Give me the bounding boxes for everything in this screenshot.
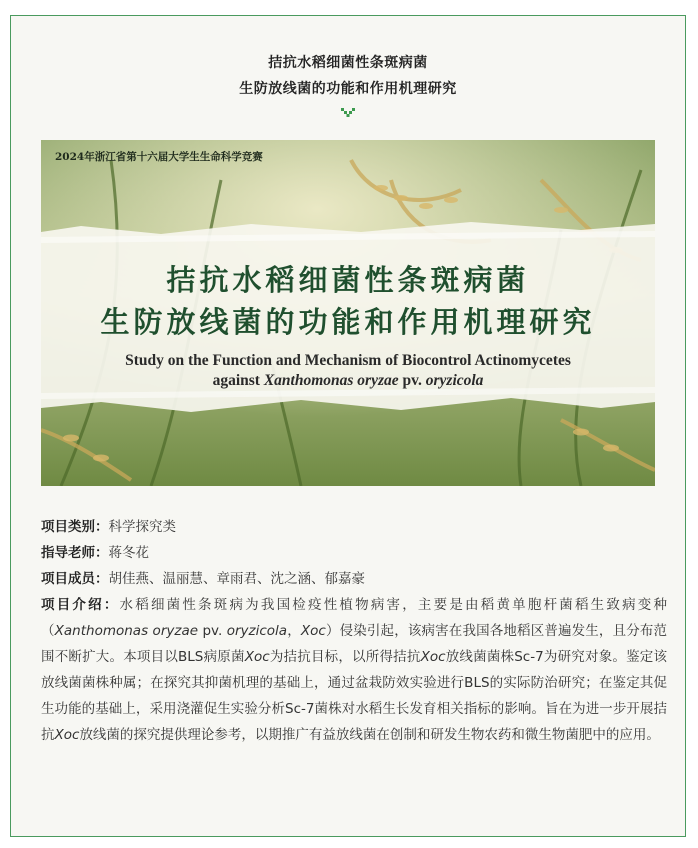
intro-text-1: 水稻细菌性条斑病为我国检疫性植物病害，主要是由稻黄单胞杆菌稻生致病变种（ <box>41 597 668 639</box>
intro-paragraph <box>41 592 667 748</box>
category-label: 项目类别： <box>41 519 109 535</box>
banner-en-title-1: Study on the Function and Mechanism of Biocontrol Actinomycetes <box>125 352 571 369</box>
intro-xoc-2: Xoc <box>244 649 270 665</box>
members-value: 胡佳燕、温丽慧、章雨君、沈之涵、郁嘉豪 <box>108 571 365 587</box>
en-pv: pv. <box>398 372 426 389</box>
members-row <box>41 566 667 592</box>
intro-text-5: 放线菌的探究提供理论参考，以期推广有益放线菌在创制和研发生物农药和微生物菌肥中的应用。 <box>79 727 660 743</box>
advisor-row <box>41 540 667 566</box>
en-prefix: against <box>212 372 264 389</box>
intro-text-4: 放线菌菌株Sc-7为研究对象。鉴定该放线菌菌株种属；在探究其抑菌机理的基础上，通过盆栽防效实验进行BLS的实际防治研究；在鉴定其促生功能的基础上，采用浇灌促生实验分析Sc-7菌株对水稻生长发育相关指标的影响。旨在为进一步开展拮抗 <box>41 649 668 743</box>
article-title <box>11 50 685 118</box>
intro-label: 项目介绍： <box>41 597 120 613</box>
intro-pathovar: oryzicola <box>226 623 288 639</box>
en-species: Xanthomonas oryzae <box>263 372 399 389</box>
article-frame <box>10 15 686 837</box>
intro-xoc-4: Xoc <box>54 727 80 743</box>
banner-cn-title-2: 生防放线菌的功能和作用机理研究 <box>100 305 596 339</box>
category-value: 科学探究类 <box>108 519 176 535</box>
members-label: 项目成员： <box>41 571 109 587</box>
en-pathovar: oryzicola <box>425 372 484 389</box>
advisor-label: 指导老师： <box>41 545 109 561</box>
project-banner <box>41 140 655 486</box>
category-row <box>41 514 667 540</box>
banner-en-title-2 <box>41 372 655 390</box>
project-info <box>41 514 667 748</box>
banner-cn-title-1: 拮抗水稻细菌性条斑病菌 <box>166 263 530 297</box>
intro-comma: ， <box>287 623 301 639</box>
advisor-value: 蒋冬花 <box>108 545 149 561</box>
intro-species: Xanthomonas oryzae <box>54 623 199 639</box>
intro-xoc-3: Xoc <box>420 649 446 665</box>
title-line-1: 拮抗水稻细菌性条斑病菌 <box>268 55 428 71</box>
chevron-down-icon <box>341 108 355 118</box>
intro-text-2: ）侵染引起，该病害在我国各地稻区普遍发生，且分布范围不断扩大。本项目以BLS病原菌 <box>41 623 668 665</box>
competition-label: 2024年浙江省第十六届大学生生命科学竞赛 <box>55 151 263 163</box>
intro-xoc-1: Xoc <box>300 623 326 639</box>
intro-pv: pv. <box>198 623 227 639</box>
title-line-2: 生防放线菌的功能和作用机理研究 <box>239 81 457 97</box>
intro-text-3: 为拮抗目标，以所得拮抗 <box>269 649 421 665</box>
